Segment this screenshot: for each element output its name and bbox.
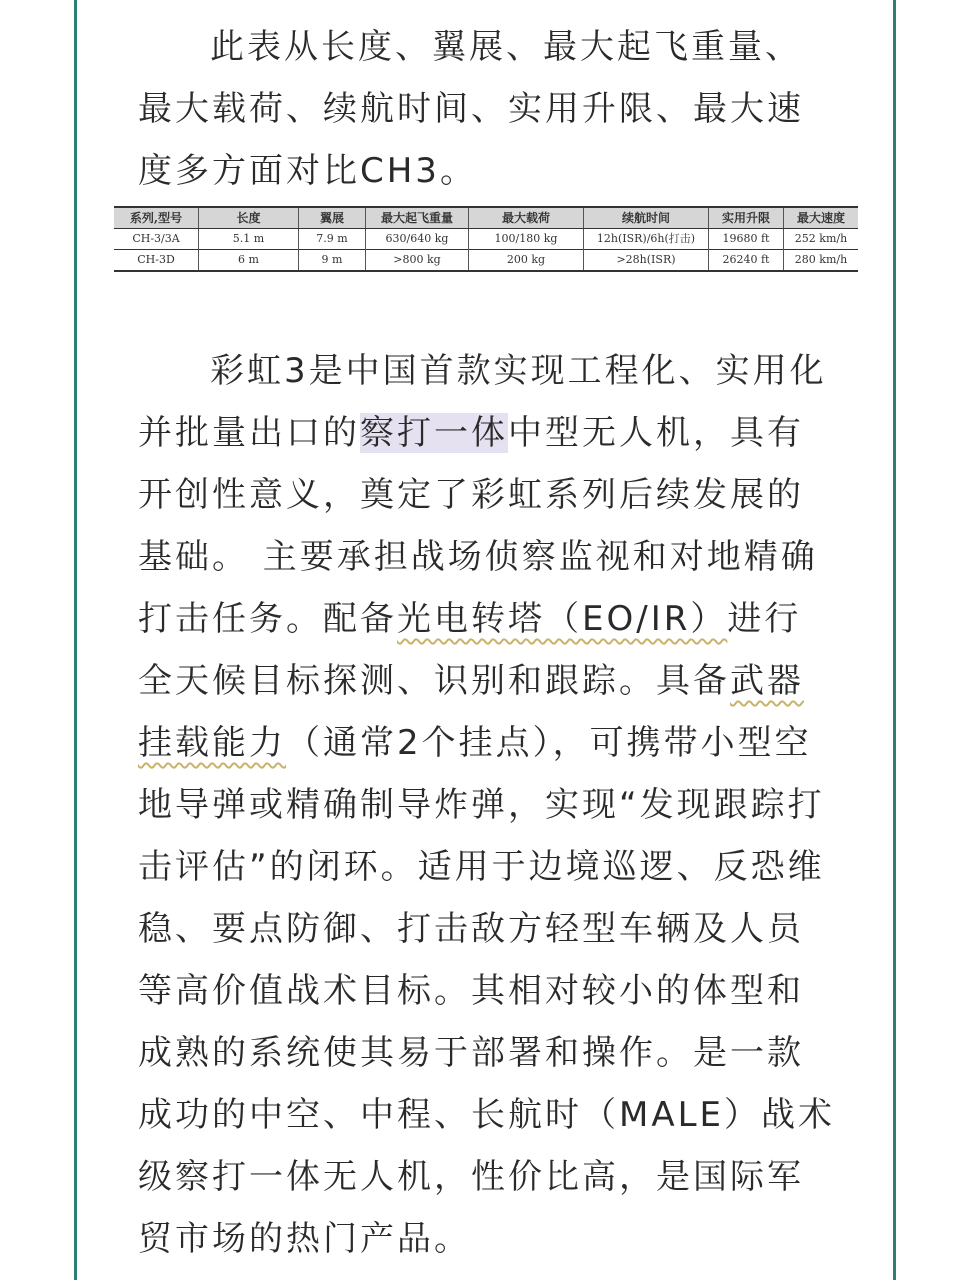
table-cell: 9 m — [299, 250, 366, 272]
col-header: 长度 — [199, 207, 299, 229]
wavy-underlined-text: 武器挂载能力 — [138, 661, 804, 763]
table-cell: 26240 ft — [709, 250, 784, 272]
table-cell: CH-3D — [114, 250, 199, 272]
col-header: 实用升限 — [709, 207, 784, 229]
table-cell: >28h(ISR) — [584, 250, 709, 272]
table-cell: 7.9 m — [299, 229, 366, 250]
intro-paragraph — [138, 16, 838, 202]
col-header: 续航时间 — [584, 207, 709, 229]
col-header: 最大载荷 — [469, 207, 584, 229]
left-border-line — [74, 0, 77, 1280]
table-cell: 6 m — [199, 250, 299, 272]
table-row — [114, 229, 858, 250]
table-header-row — [114, 207, 858, 229]
col-header: 系列,型号 — [114, 207, 199, 229]
col-header: 翼展 — [299, 207, 366, 229]
table-cell: 100/180 kg — [469, 229, 584, 250]
body-text-3: 进行全天候目标探测、识别和跟踪。具备 — [138, 599, 802, 701]
table-cell: 280 km/h — [784, 250, 859, 272]
highlighted-text: 察打一体 — [360, 413, 508, 453]
col-header: 最大起飞重量 — [366, 207, 469, 229]
body-paragraph — [138, 340, 838, 1270]
col-header: 最大速度 — [784, 207, 859, 229]
table-cell: 12h(ISR)/6h(打击) — [584, 229, 709, 250]
table-cell: CH-3/3A — [114, 229, 199, 250]
body-text-2: 中型无人机，具有开创性意义，奠定了彩虹系列后续发展的基础。 主要承担战场侦察监视和对地精确打击任务。配备 — [138, 413, 818, 639]
comparison-table — [114, 206, 858, 272]
body-text-4: （通常2个挂点），可携带小型空地导弹或精确制导炸弹，实现“发现跟踪打击评估”的闭环。适用于边境巡逻、反恐维稳、要点防御、打击敌方轻型车辆及人员等高价值战术目标。其相对较小的体型和成熟的系统使其易于部署和操作。是一款成功的中空、中程、长航时（MALE）战术级察打一体无人机，性价比高，是国际军贸市场的热门产品。 — [138, 723, 836, 1259]
table-row — [114, 250, 858, 272]
intro-text: 此表从长度、翼展、最大起飞重量、最大载荷、续航时间、实用升限、最大速度多方面对比CH3。 — [138, 27, 804, 191]
table-cell: 630/640 kg — [366, 229, 469, 250]
table-cell: >800 kg — [366, 250, 469, 272]
right-border-line — [893, 0, 896, 1280]
table-cell: 19680 ft — [709, 229, 784, 250]
table-cell: 5.1 m — [199, 229, 299, 250]
table-cell: 200 kg — [469, 250, 584, 272]
body-text-1: 彩虹3是中国首款实现工程化、实用化并批量出口的 — [138, 351, 827, 453]
table-cell: 252 km/h — [784, 229, 859, 250]
wavy-underlined-text: 光电转塔（EO/IR） — [397, 599, 728, 639]
